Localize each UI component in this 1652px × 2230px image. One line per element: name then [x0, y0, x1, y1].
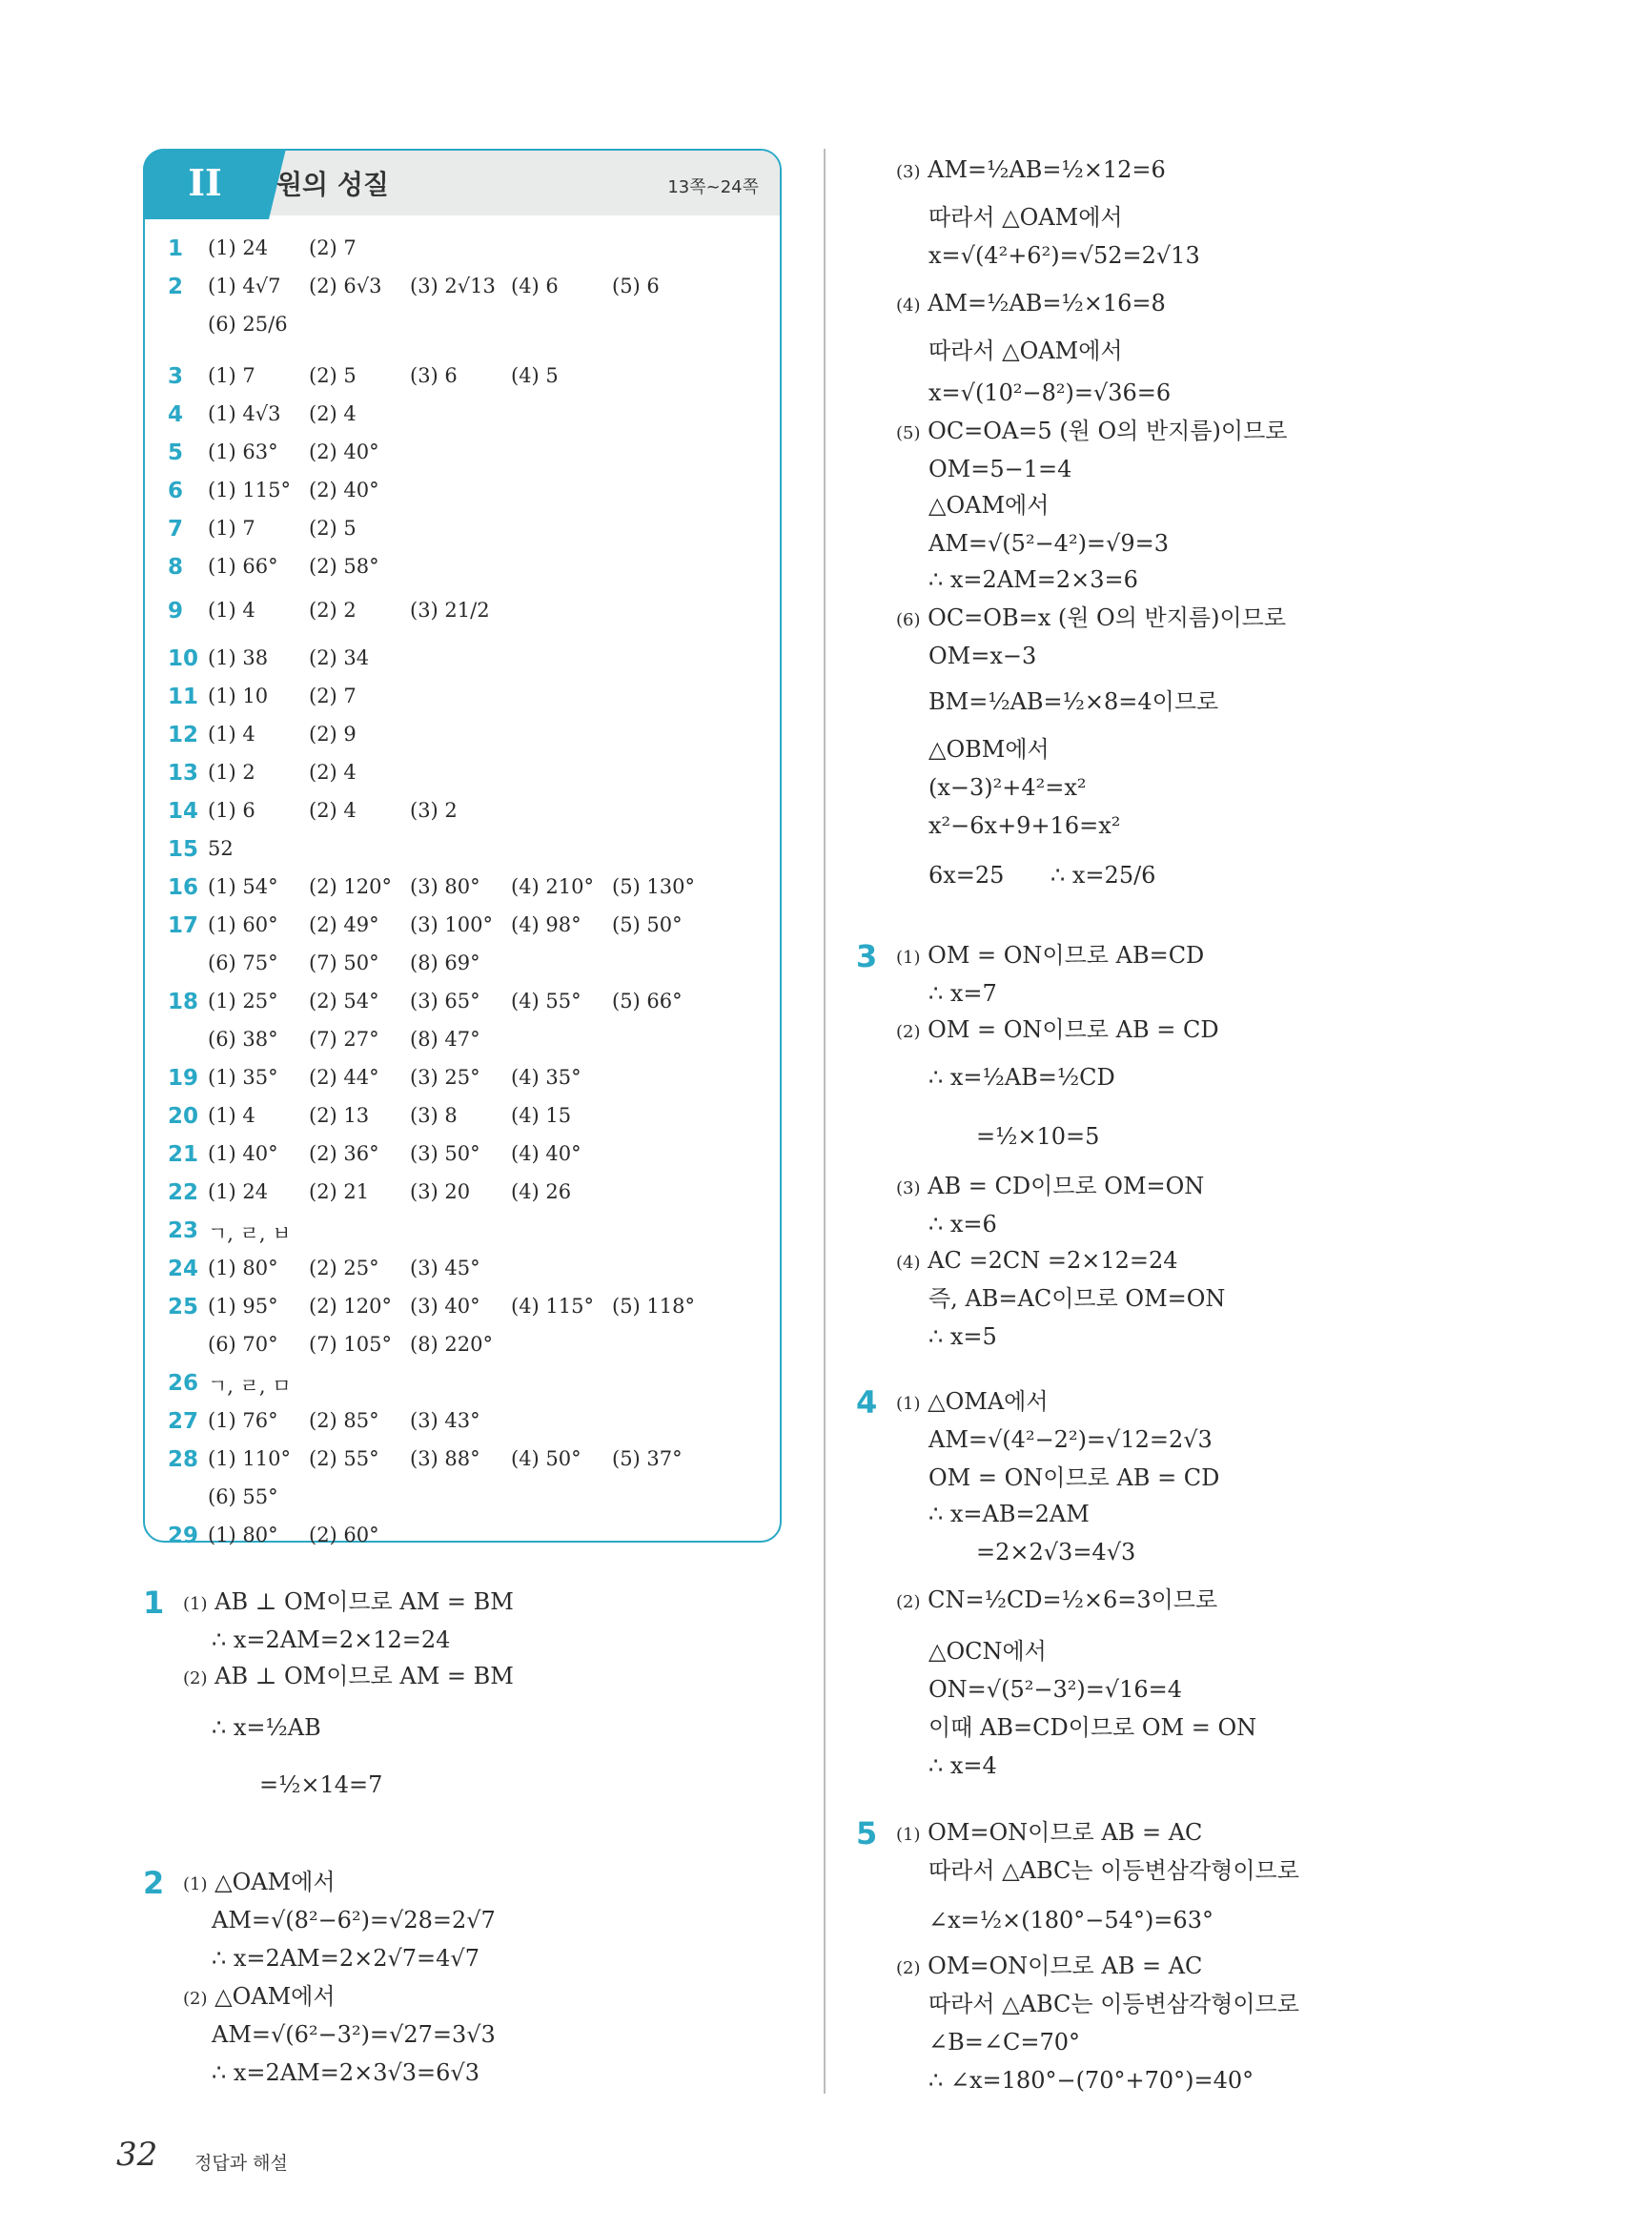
solution-number: 5 [856, 1815, 878, 1852]
solution-line: ∴ x=5 [928, 1323, 997, 1350]
solution-line: x=√(4²+6²)=√52=2√13 [928, 242, 1200, 269]
solution-line: =½×14=7 [259, 1771, 383, 1798]
answer-item: (5) 6 [612, 275, 660, 297]
answer-number: 8 [168, 555, 184, 580]
answer-number: 10 [168, 646, 199, 671]
answer-number: 2 [168, 275, 184, 299]
answer-item: (8) 220° [410, 1333, 494, 1356]
answer-item: (4) 115° [511, 1295, 595, 1318]
answer-item: (2) 7 [309, 685, 357, 707]
answer-summary-box [143, 149, 782, 1548]
solution-line: 이때 AB=CD이므로 OM = ON [928, 1714, 1257, 1741]
answer-item: (8) 47° [410, 1028, 480, 1051]
answer-item: (1) 66° [208, 555, 278, 578]
solution-line: ∠B=∠C=70° [928, 2029, 1080, 2056]
answer-item: (2) 5 [309, 517, 357, 540]
answer-item: (2) 4 [309, 402, 357, 425]
answer-item: (2) 7 [309, 236, 357, 259]
answer-number: 5 [168, 440, 184, 465]
unit-pages: 13쪽~24쪽 [667, 177, 759, 197]
solution-line: AB ⊥ OM이므로 AM = BM [214, 1588, 514, 1615]
solution-line: x²−6x+9+16=x² [928, 812, 1121, 839]
answer-item: (6) 70° [208, 1333, 278, 1356]
solution-number: 1 [143, 1585, 165, 1621]
answer-number: 4 [168, 402, 184, 427]
solution-line: ∴ x=½AB=½CD [928, 1064, 1115, 1091]
solution-line: AM=√(4²−2²)=√12=2√3 [928, 1426, 1213, 1453]
answer-item: (1) 4 [208, 1104, 255, 1127]
column-divider [824, 149, 826, 2094]
answer-item: (1) 60° [208, 913, 278, 936]
answer-item: (2) 5 [309, 364, 357, 387]
answer-number: 16 [168, 875, 199, 900]
answer-item: (2) 54° [309, 990, 379, 1013]
answer-item: ㄱ, ㄹ, ㅁ [208, 1375, 292, 1398]
solution-line: ∴ x=7 [928, 980, 997, 1007]
answer-item: (2) 34 [309, 646, 370, 669]
answer-item: (2) 55° [309, 1447, 379, 1470]
solution-line: △OAM에서 [928, 492, 1050, 519]
answer-item: (3) 43° [410, 1409, 480, 1432]
solution-line: =2×2√3=4√3 [976, 1539, 1136, 1565]
solution-line: 따라서 △ABC는 이등변삼각형이므로 [928, 1991, 1299, 2017]
answer-item: (4) 50° [511, 1447, 581, 1470]
solution-line: 즉, AB=AC이므로 OM=ON [928, 1285, 1226, 1312]
answer-item: (4) 210° [511, 875, 595, 898]
answer-number: 24 [168, 1257, 199, 1281]
solution-line: ∴ x=2AM=2×2√7=4√7 [212, 1945, 479, 1972]
answer-item: (5) 50° [612, 913, 683, 936]
answer-item: (2) 36° [309, 1142, 379, 1165]
answer-item: (3) 25° [410, 1066, 480, 1089]
answer-item: (1) 6 [208, 799, 255, 822]
answer-item: 52 [208, 837, 234, 860]
solution-line: △OAM에서 [214, 1869, 336, 1895]
answer-item: (5) 118° [612, 1295, 696, 1318]
answer-number: 21 [168, 1142, 199, 1167]
solution-line: AM=√(8²−6²)=√28=2√7 [212, 1907, 496, 1933]
answer-item: (3) 80° [410, 875, 480, 898]
solution-line: OM=ON이므로 AB = AC [928, 1953, 1203, 1979]
solution-line: OM = ON이므로 AB = CD [928, 1464, 1220, 1491]
answer-item: (1) 7 [208, 364, 255, 387]
solution-line: AM=½AB=½×12=6 [928, 156, 1166, 183]
solution-line: AM=½AB=½×16=8 [928, 290, 1166, 317]
solution-line: OC=OA=5 (원 O의 반지름)이므로 [928, 418, 1288, 444]
answer-item: (4) 35° [511, 1066, 581, 1089]
answer-item: (1) 4 [208, 723, 255, 746]
answer-item: (1) 54° [208, 875, 278, 898]
answer-item: (1) 76° [208, 1409, 278, 1432]
answer-item: (1) 38 [208, 646, 269, 669]
answer-item: (1) 40° [208, 1142, 278, 1165]
solution-line: AC =2CN =2×12=24 [928, 1247, 1178, 1274]
answer-item: (2) 44° [309, 1066, 379, 1089]
answer-item: (2) 60° [309, 1524, 379, 1546]
answer-item: (1) 25° [208, 990, 278, 1013]
answer-item: (1) 80° [208, 1257, 278, 1279]
answer-item: (2) 120° [309, 1295, 393, 1318]
solution-line: (x−3)²+4²=x² [928, 774, 1087, 801]
answer-number: 1 [168, 236, 184, 261]
solution-line: △OAM에서 [214, 1983, 336, 2010]
answer-item: (1) 35° [208, 1066, 278, 1089]
answer-item: (3) 45° [410, 1257, 480, 1279]
answer-number: 23 [168, 1218, 199, 1243]
answer-number: 19 [168, 1066, 199, 1091]
answer-item: (6) 38° [208, 1028, 278, 1051]
answer-item: (2) 58° [309, 555, 379, 578]
answer-item: (3) 40° [410, 1295, 480, 1318]
solution-line: ∠x=½×(180°−54°)=63° [928, 1907, 1214, 1933]
answer-item: (3) 21/2 [410, 599, 490, 622]
answer-item: (5) 37° [612, 1447, 683, 1470]
answer-item: (3) 20 [410, 1180, 471, 1203]
answer-item: (6) 25/6 [208, 313, 288, 336]
answer-number: 20 [168, 1104, 199, 1129]
answer-number: 12 [168, 723, 199, 747]
answer-item: (4) 15 [511, 1104, 572, 1127]
answer-number: 15 [168, 837, 199, 862]
answer-item: (2) 49° [309, 913, 379, 936]
answer-item: (4) 55° [511, 990, 581, 1013]
answer-item: (2) 13 [309, 1104, 370, 1127]
solution-line: OM=ON이므로 AB = AC [928, 1819, 1203, 1846]
answer-item: (2) 120° [309, 875, 393, 898]
solution-number: 3 [856, 938, 878, 974]
answer-item: (1) 7 [208, 517, 255, 540]
answer-item: (1) 10 [208, 685, 269, 707]
solution-line: BM=½AB=½×8=4이므로 [928, 688, 1219, 715]
answer-item: (2) 2 [309, 599, 357, 622]
solution-line: 따라서 △OAM에서 [928, 204, 1123, 231]
answer-number: 26 [168, 1371, 199, 1396]
answer-item: (1) 80° [208, 1524, 278, 1546]
page-label: 정답과 해설 [194, 2153, 288, 2174]
answer-item: (1) 2 [208, 761, 255, 784]
answer-item: (2) 85° [309, 1409, 379, 1432]
answer-number: 9 [168, 599, 184, 624]
answer-number: 7 [168, 517, 184, 542]
answer-number: 25 [168, 1295, 199, 1320]
solution-line: OM=x−3 [928, 643, 1037, 669]
solution-line: ∴ ∠x=180°−(70°+70°)=40° [928, 2067, 1254, 2094]
solution-line: 6x=25 [928, 862, 1005, 889]
answer-item: (1) 115° [208, 479, 292, 501]
answer-item: (5) 130° [612, 875, 696, 898]
answer-item: (3) 8 [410, 1104, 458, 1127]
solution-line: ∴ x=25/6 [1050, 862, 1156, 889]
answer-item: (2) 4 [309, 761, 357, 784]
solution-line: =½×10=5 [976, 1123, 1100, 1150]
solution-line: ∴ x=2AM=2×12=24 [212, 1626, 451, 1653]
answer-item: (1) 24 [208, 236, 269, 259]
solution-line: CN=½CD=½×6=3이므로 [928, 1586, 1218, 1613]
answer-number: 18 [168, 990, 199, 1014]
answer-item: (6) 75° [208, 951, 278, 974]
solution-line: OM = ON이므로 AB=CD [928, 942, 1205, 969]
answer-number: 14 [168, 799, 199, 824]
solution-line: ∴ x=6 [928, 1211, 997, 1238]
answer-item: (2) 4 [309, 799, 357, 822]
solution-number: 4 [856, 1384, 878, 1421]
solution-line: AM=√(5²−4²)=√9=3 [928, 530, 1169, 557]
solution-line: AM=√(6²−3²)=√27=3√3 [212, 2021, 496, 2048]
answer-item: (2) 40° [309, 440, 379, 463]
answer-item: (7) 50° [309, 951, 379, 974]
answer-item: (7) 105° [309, 1333, 393, 1356]
solution-line: △OCN에서 [928, 1638, 1047, 1665]
answer-item: (4) 26 [511, 1180, 572, 1203]
answer-number: 11 [168, 685, 199, 709]
answer-item: (3) 65° [410, 990, 480, 1013]
answer-item: (4) 5 [511, 364, 559, 387]
solution-line: OC=OB=x (원 O의 반지름)이므로 [928, 604, 1287, 631]
solution-line: ∴ x=2AM=2×3√3=6√3 [212, 2059, 479, 2086]
answer-item: (1) 110° [208, 1447, 292, 1470]
answer-item: (6) 55° [208, 1485, 278, 1508]
solution-line: x=√(10²−8²)=√36=6 [928, 379, 1172, 406]
answer-item: (3) 6 [410, 364, 458, 387]
answer-item: (8) 69° [410, 951, 480, 974]
solution-line: ∴ x=2AM=2×3=6 [928, 566, 1138, 593]
answer-number: 17 [168, 913, 199, 938]
unit-number: II [188, 161, 222, 204]
answer-item: (2) 25° [309, 1257, 379, 1279]
answer-number: 28 [168, 1447, 199, 1472]
answer-item: (1) 95° [208, 1295, 278, 1318]
unit-title: 원의 성질 [276, 169, 389, 200]
solution-line: ∴ x=½AB [212, 1714, 321, 1741]
solution-line: △OMA에서 [928, 1388, 1049, 1415]
answer-item: (4) 6 [511, 275, 559, 297]
answer-number: 22 [168, 1180, 199, 1205]
answer-item: (3) 2√13 [410, 275, 496, 297]
answer-item: (3) 88° [410, 1447, 480, 1470]
solution-line: ∴ x=4 [928, 1752, 997, 1779]
answer-item: (7) 27° [309, 1028, 379, 1051]
answer-item: (1) 63° [208, 440, 278, 463]
answer-item: (2) 40° [309, 479, 379, 501]
answer-number: 3 [168, 364, 184, 389]
answer-item: (3) 100° [410, 913, 494, 936]
solution-line: OM = ON이므로 AB = CD [928, 1016, 1219, 1043]
answer-number: 27 [168, 1409, 199, 1434]
answer-item: (2) 21 [309, 1180, 370, 1203]
solution-line: AB ⊥ OM이므로 AM = BM [214, 1663, 514, 1689]
answer-item: (2) 6√3 [309, 275, 382, 297]
answer-item: (1) 4 [208, 599, 255, 622]
answer-item: (4) 40° [511, 1142, 581, 1165]
answer-item: (2) 9 [309, 723, 357, 746]
answer-item: (1) 24 [208, 1180, 269, 1203]
solution-line: △OBM에서 [928, 736, 1050, 763]
answer-number: 6 [168, 479, 184, 503]
answer-item: (5) 66° [612, 990, 683, 1013]
solution-line: 따라서 △OAM에서 [928, 338, 1123, 364]
solution-line: OM=5−1=4 [928, 456, 1072, 482]
solution-line: AB = CD이므로 OM=ON [928, 1173, 1205, 1199]
solution-line: 따라서 △ABC는 이등변삼각형이므로 [928, 1857, 1299, 1884]
answer-number: 13 [168, 761, 199, 786]
answer-item: (1) 4√3 [208, 402, 281, 425]
solution-line: ON=√(5²−3²)=√16=4 [928, 1676, 1183, 1703]
solution-number: 2 [143, 1865, 165, 1901]
answer-number: 29 [168, 1524, 199, 1548]
answer-item: (3) 2 [410, 799, 458, 822]
answer-item: (1) 4√7 [208, 275, 281, 297]
answer-item: ㄱ, ㄹ, ㅂ [208, 1222, 292, 1245]
answer-item: (3) 50° [410, 1142, 480, 1165]
answer-item: (4) 98° [511, 913, 581, 936]
page-number: 32 [116, 2136, 158, 2174]
solution-line: ∴ x=AB=2AM [928, 1501, 1090, 1527]
